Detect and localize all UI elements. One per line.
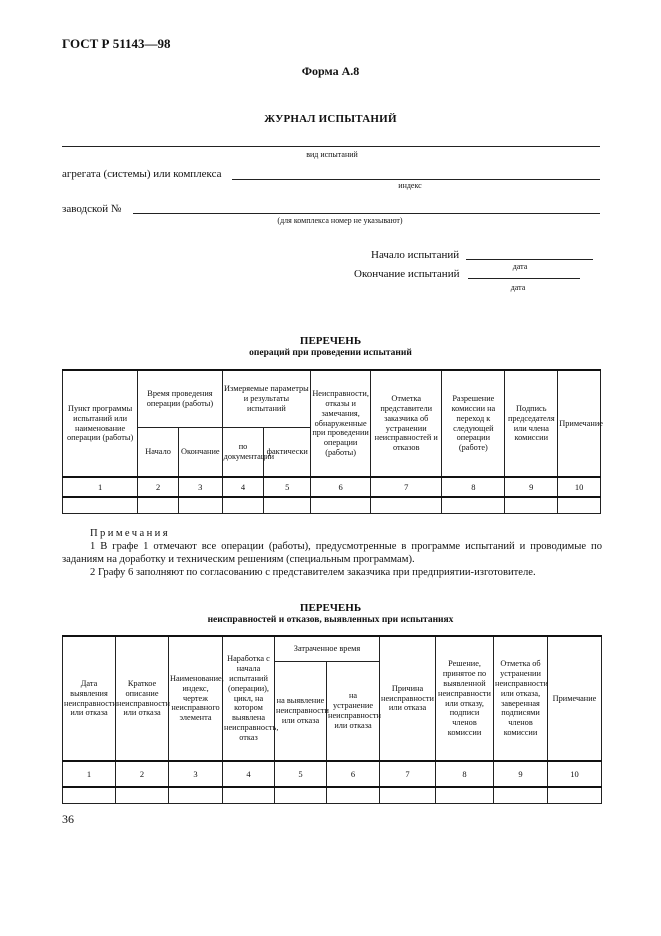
col-number: 4 (223, 761, 275, 787)
col-number: 5 (264, 477, 311, 497)
notes-block (62, 528, 602, 580)
col-number: 2 (138, 477, 179, 497)
col-signature-header: Подпись председателя или члена комиссии (505, 370, 558, 477)
table-cell[interactable] (275, 787, 327, 803)
test-type-caption: вид испытаний (306, 150, 358, 159)
table-cell[interactable] (371, 497, 442, 513)
table-cell[interactable] (222, 497, 264, 513)
col-by-docs-header: по документации (222, 427, 264, 477)
table-cell[interactable] (178, 497, 222, 513)
list2-subtitle: неисправностей и отказов, выявленных при испытаниях (207, 615, 454, 625)
col-number: 1 (63, 477, 138, 497)
table-cell[interactable] (116, 787, 169, 803)
col-detection-time-header: на выявление неисправности или отказа (275, 661, 327, 761)
table-cell[interactable] (442, 497, 505, 513)
col-number: 6 (327, 761, 380, 787)
end-date-line (468, 278, 580, 279)
serial-line (133, 213, 600, 214)
table-cell[interactable] (169, 787, 223, 803)
col-number: 7 (380, 761, 436, 787)
note-2: 2 Графу 6 заполняют по согласованию с представителем заказчика при предприятии-изготовителе. (90, 566, 536, 578)
form-title: Форма А.8 (301, 64, 360, 78)
col-customer-mark-header: Отметка представители заказчика об устранении неисправностей и отказов (371, 370, 442, 477)
table-cell[interactable] (311, 497, 371, 513)
list2-heading (0, 602, 661, 625)
col-decision-header: Решение, принятое по выявленной неисправности или отказу, подписи членов комиссии (436, 636, 494, 761)
col-params-group-header: Измеряемые параметры и результаты испытаний (222, 370, 310, 427)
col-note-header: Примечание (558, 370, 601, 477)
list1-heading (0, 335, 661, 358)
col-number: 7 (371, 477, 442, 497)
col-number: 10 (558, 477, 601, 497)
col-number: 2 (116, 761, 169, 787)
start-date-line (466, 259, 593, 260)
start-date-caption: дата (512, 262, 528, 271)
col-detection-date-header: Дата выявления неисправности или отказа (63, 636, 116, 761)
col-number: 8 (436, 761, 494, 787)
col-number: 3 (178, 477, 222, 497)
col-number: 10 (548, 761, 602, 787)
table-cell[interactable] (138, 497, 179, 513)
table-cell[interactable] (548, 787, 602, 803)
col-number: 8 (442, 477, 505, 497)
table-cell[interactable] (505, 497, 558, 513)
unit-label: агрегата (системы) или комплекса (62, 168, 222, 180)
faults-table (62, 635, 602, 804)
col-actual-header: фактически (264, 427, 311, 477)
list2-title: ПЕРЕЧЕНЬ (299, 602, 362, 614)
col-number: 9 (494, 761, 548, 787)
note-1: 1 В графе 1 отмечают все операции (работы), предусмотренные в программе испытаний и проводимые по заданиям на доработку и техническим решениям (специальным программам). (62, 540, 602, 565)
col-time-spent-group-header: Затраченное время (275, 636, 380, 661)
col-start-header: Начало (138, 427, 179, 477)
notes-heading: Примечания (90, 528, 170, 539)
col-program-item-header: Пункт программы испытаний или наименование операции (работы) (63, 370, 138, 477)
col-end-header: Окончание (178, 427, 222, 477)
col-number: 6 (311, 477, 371, 497)
list1-title: ПЕРЕЧЕНЬ (299, 335, 362, 347)
test-type-line (62, 146, 600, 147)
table-cell[interactable] (380, 787, 436, 803)
page-number: 36 (62, 812, 74, 826)
table-cell[interactable] (494, 787, 548, 803)
col-faults-header: Неисправности, отказы и замечания, обнаруженные при проведении операции (работы) (311, 370, 371, 477)
end-label: Окончание испытаний (354, 268, 460, 280)
col-note-header: Примечание (548, 636, 602, 761)
serial-caption: (для комплекса номер не указывают) (277, 216, 403, 225)
serial-label: заводской № (62, 203, 122, 215)
col-time-group-header: Время проведения операции (работы) (138, 370, 222, 427)
col-number: 9 (505, 477, 558, 497)
operations-table (62, 369, 601, 514)
table-cell[interactable] (63, 787, 116, 803)
table-cell[interactable] (436, 787, 494, 803)
col-number: 5 (275, 761, 327, 787)
col-number: 4 (222, 477, 264, 497)
col-operating-time-header: Наработка с начала испытаний (операции), цикл, на котором выявлена неисправность, отказ (223, 636, 275, 761)
table-cell[interactable] (264, 497, 311, 513)
start-label: Начало испытаний (371, 249, 460, 261)
col-permission-header: Разрешение комиссии на переход к следующей операции (работе) (442, 370, 505, 477)
table-cell[interactable] (327, 787, 380, 803)
col-cause-header: Причина неисправности или отказа (380, 636, 436, 761)
document-header: ГОСТ Р 51143—98 (62, 36, 171, 51)
end-date-caption: дата (510, 283, 526, 292)
col-elimination-mark-header: Отметка об устранении неисправности или отказа, заверенная подписями членов комиссии (494, 636, 548, 761)
col-number: 3 (169, 761, 223, 787)
col-description-header: Краткое описание неисправности или отказа (116, 636, 169, 761)
col-number: 1 (63, 761, 116, 787)
table-cell[interactable] (223, 787, 275, 803)
index-caption: индекс (398, 181, 422, 190)
unit-line (232, 179, 600, 180)
journal-title: ЖУРНАЛ ИСПЫТАНИЙ (264, 113, 397, 125)
col-element-header: Наименование, индекс, чертеж неисправного элемента (169, 636, 223, 761)
table-cell[interactable] (558, 497, 601, 513)
col-elimination-time-header: на устранение неисправности или отказа (327, 661, 380, 761)
list1-subtitle: операций при проведении испытаний (249, 348, 412, 358)
table-cell[interactable] (63, 497, 138, 513)
